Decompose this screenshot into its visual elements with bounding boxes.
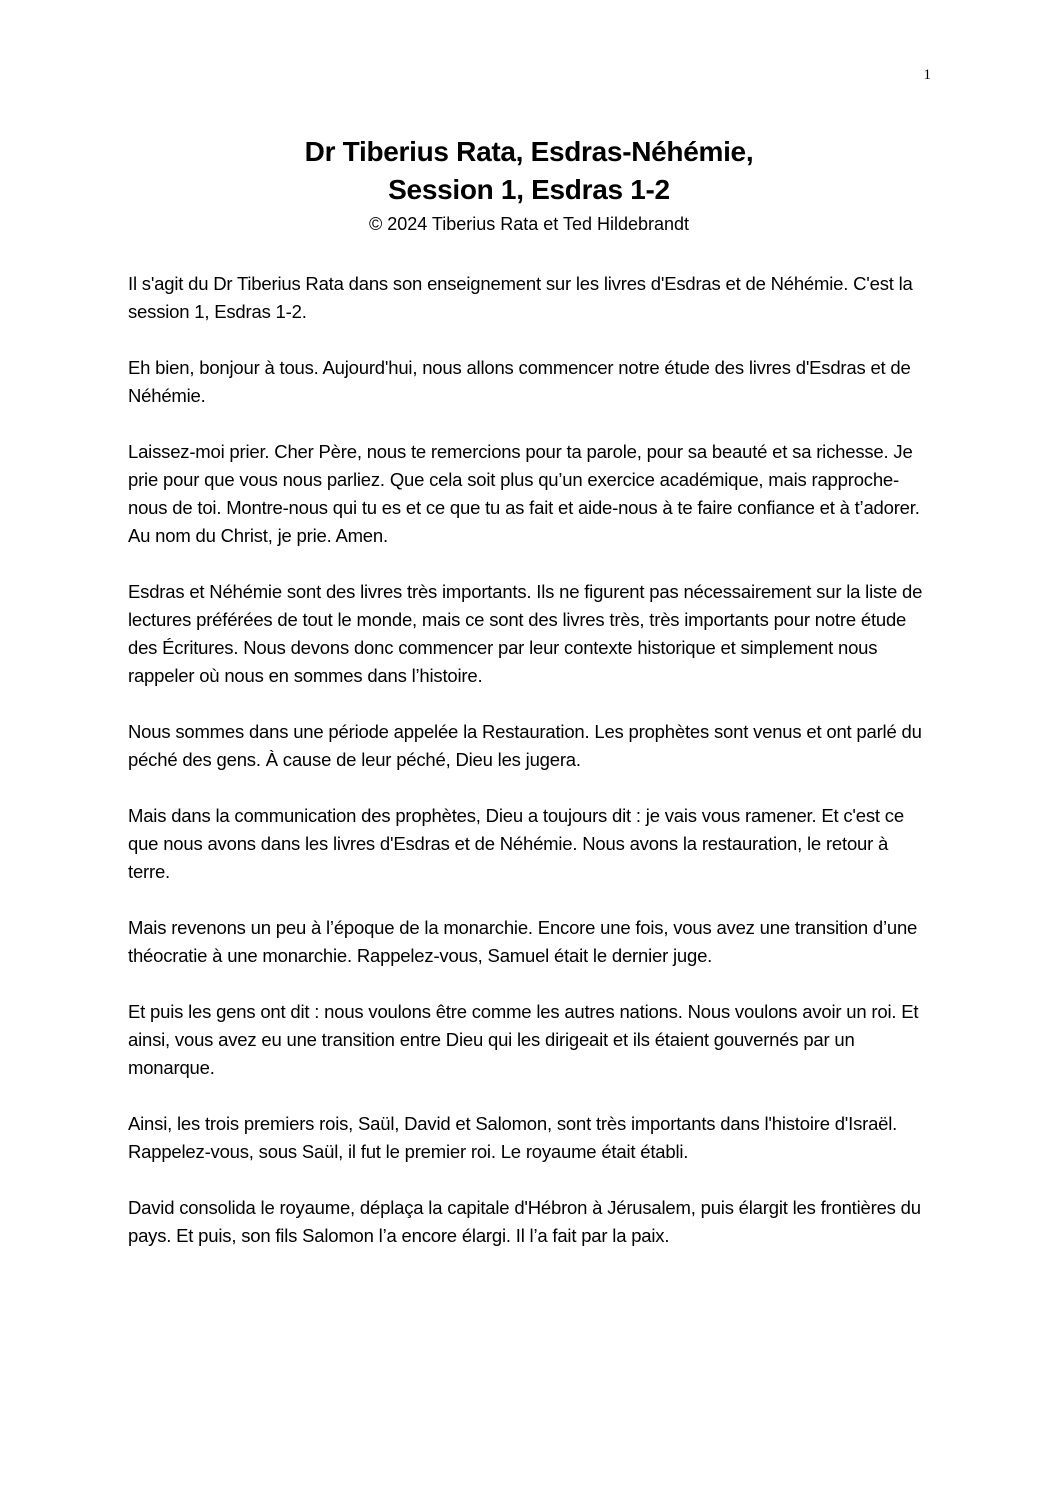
paragraph-10: David consolida le royaume, déplaça la capitale d'Hébron à Jérusalem, puis élargit les frontières du pays. Et puis, son fils Salomon l’a encore élargi. Il l’a fait par la paix. bbox=[128, 1197, 921, 1246]
paragraph-9: Ainsi, les trois premiers rois, Saül, David et Salomon, sont très importants dans l'histoire d'Israël. Rappelez-vous, sous Saül, il fut le premier roi. Le royaume était établi. bbox=[128, 1113, 898, 1162]
paragraph-8: Et puis les gens ont dit : nous voulons être comme les autres nations. Nous voulons avoir un roi. Et ainsi, vous avez eu une transition entre Dieu qui les dirigeait et ils étaient gouvernés par un monarque. bbox=[128, 1001, 919, 1078]
document-title-line-1: Dr Tiberius Rata, Esdras-Néhémie, bbox=[304, 136, 754, 167]
copyright-notice: © 2024 Tiberius Rata et Ted Hildebrandt bbox=[368, 214, 690, 234]
page-number: 1 bbox=[923, 67, 931, 83]
paragraph-6: Mais dans la communication des prophètes, Dieu a toujours dit : je vais vous ramener. Et c'est ce que nous avons dans les livres d'Esdras et de Néhémie. Nous avons la restauration, le retour à terre. bbox=[128, 805, 904, 882]
paragraph-3: Laissez-moi prier. Cher Père, nous te remercions pour ta parole, pour sa beauté et sa richesse. Je prie pour que vous nous parliez. Que cela soit plus qu’un exercice académique, mais rapproche-nous de toi. Montre-nous qui tu es et ce que tu as fait et aide-nous à te faire confiance et à t’adorer. Au nom du Christ, je prie. Amen. bbox=[128, 441, 920, 546]
paragraph-5: Nous sommes dans une période appelée la Restauration. Les prophètes sont venus et ont parlé du péché des gens. À cause de leur péché, Dieu les jugera. bbox=[128, 721, 922, 770]
document-header bbox=[0, 133, 1058, 237]
paragraph-4: Esdras et Néhémie sont des livres très importants. Ils ne figurent pas nécessairement sur la liste de lectures préférées de tout le monde, mais ce sont des livres très, très importants pour notre étude des Écritures. Nous devons donc commencer par leur contexte historique et simplement nous rappeler où nous en sommes dans l’histoire. bbox=[128, 581, 923, 686]
document-title-line-2: Session 1, Esdras 1-2 bbox=[388, 174, 670, 205]
paragraph-1: Il s'agit du Dr Tiberius Rata dans son enseignement sur les livres d'Esdras et de Néhémie. C'est la session 1, Esdras 1-2. bbox=[128, 273, 913, 322]
document-body bbox=[128, 270, 928, 1278]
paragraph-2: Eh bien, bonjour à tous. Aujourd'hui, nous allons commencer notre étude des livres d'Esdras et de Néhémie. bbox=[128, 357, 911, 406]
paragraph-7: Mais revenons un peu à l’époque de la monarchie. Encore une fois, vous avez une transition d’une théocratie à une monarchie. Rappelez-vous, Samuel était le dernier juge. bbox=[128, 917, 918, 966]
